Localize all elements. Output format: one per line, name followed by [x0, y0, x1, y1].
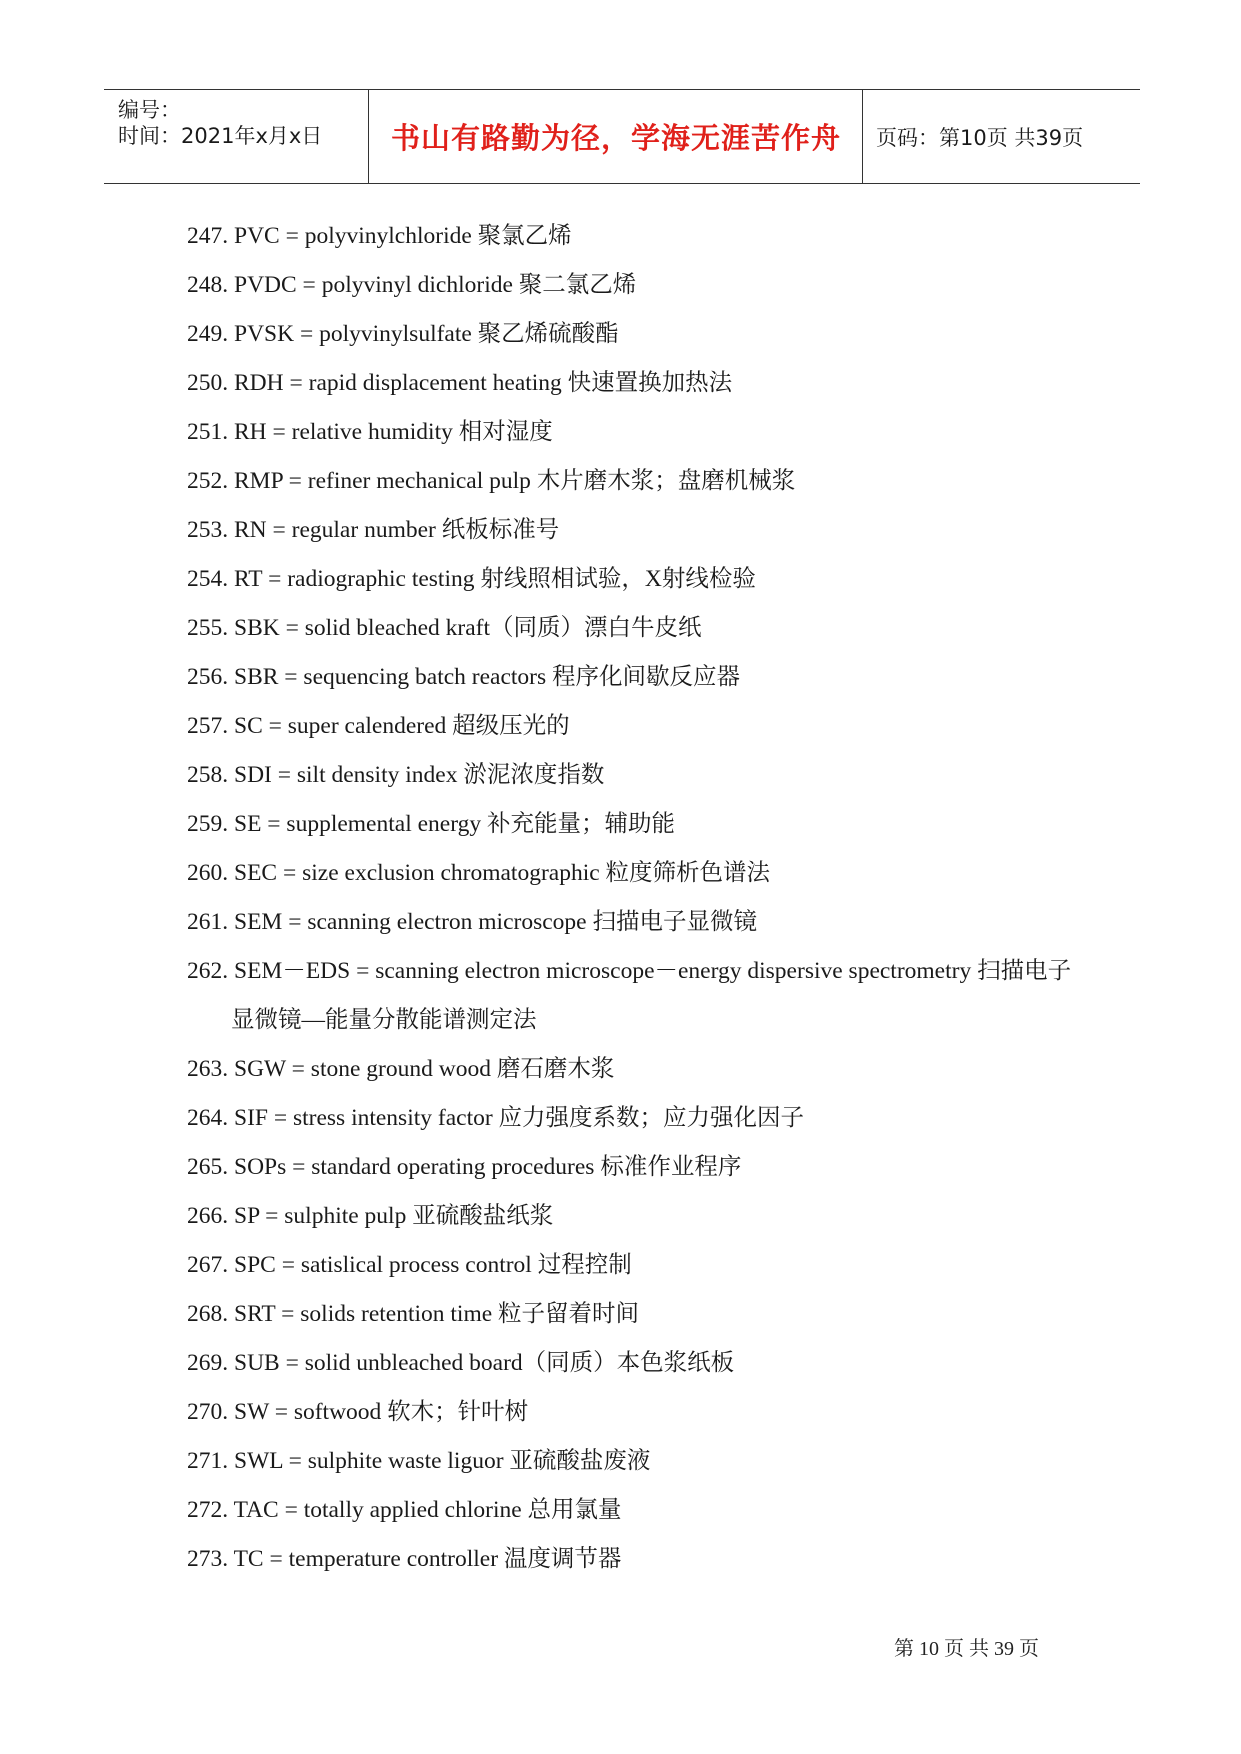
- glossary-entry-256: 256. SBR = sequencing batch reactors 程序化间歇反应器: [187, 664, 741, 690]
- header-right-cell: [864, 90, 1140, 183]
- glossary-entry-251: 251. RH = relative humidity 相对湿度: [187, 419, 553, 445]
- glossary-entry-255: 255. SBK = solid bleached kraft（同质）漂白牛皮纸: [187, 615, 702, 641]
- glossary-entry-262: [187, 947, 1087, 1045]
- glossary-entry-250: 250. RDH = rapid displacement heating 快速置换加热法: [187, 370, 733, 396]
- glossary-entry-272: 272. TAC = totally applied chlorine 总用氯量: [187, 1497, 622, 1523]
- glossary-entry-264: 264. SIF = stress intensity factor 应力强度系数；应力强化因子: [187, 1105, 805, 1131]
- glossary-entry-259: 259. SE = supplemental energy 补充能量；辅助能: [187, 811, 675, 837]
- document-number-label: 编号：: [118, 98, 181, 122]
- glossary-entry-248: 248. PVDC = polyvinyl dichloride 聚二氯乙烯: [187, 272, 637, 298]
- glossary-entry-260: 260. SEC = size exclusion chromatographic 粒度筛析色谱法: [187, 860, 771, 886]
- header-middle-cell: [370, 90, 863, 183]
- glossary-entry-258: 258. SDI = silt density index 淤泥浓度指数: [187, 762, 605, 788]
- document-header: [104, 89, 1140, 184]
- glossary-entry-273: 273. TC = temperature controller 温度调节器: [187, 1546, 622, 1572]
- header-motto: 书山有路勤为径，学海无涯苦作舟: [390, 121, 841, 155]
- glossary-entry-253: 253. RN = regular number 纸板标准号: [187, 517, 560, 543]
- glossary-entry-271: 271. SWL = sulphite waste liguor 亚硫酸盐废液: [187, 1448, 651, 1474]
- glossary-entry-269: 269. SUB = solid unbleached board（同质）本色浆纸板: [187, 1350, 735, 1376]
- glossary-entry-263: 263. SGW = stone ground wood 磨石磨木浆: [187, 1056, 615, 1082]
- glossary-entry-266: 266. SP = sulphite pulp 亚硫酸盐纸浆: [187, 1203, 554, 1229]
- glossary-list: [187, 212, 1087, 1584]
- document-time: 时间：2021年x月x日: [118, 124, 323, 148]
- glossary-entry-249: 249. PVSK = polyvinylsulfate 聚乙烯硫酸酯: [187, 321, 619, 347]
- glossary-entry-257: 257. SC = super calendered 超级压光的: [187, 713, 570, 739]
- glossary-entry-265: 265. SOPs = standard operating procedures 标准作业程序: [187, 1154, 742, 1180]
- glossary-entry-261: 261. SEM = scanning electron microscope 扫描电子显微镜: [187, 909, 757, 935]
- glossary-entry-252: 252. RMP = refiner mechanical pulp 木片磨木浆；盘磨机械浆: [187, 468, 796, 494]
- glossary-entry-247: 247. PVC = polyvinylchloride 聚氯乙烯: [187, 223, 572, 249]
- header-left-cell: [104, 90, 369, 183]
- glossary-entry-268: 268. SRT = solids retention time 粒子留着时间: [187, 1301, 640, 1327]
- glossary-entry-267: 267. SPC = satislical process control 过程控制: [187, 1252, 632, 1278]
- glossary-entry-254: 254. RT = radiographic testing 射线照相试验，X射线检验: [187, 566, 756, 592]
- page-footer: 第 10 页 共 39 页: [894, 1638, 1039, 1660]
- header-page-info: 页码：第10页 共39页: [876, 125, 1084, 150]
- glossary-entry-262-text: 262. SEM－EDS = scanning electron microscope－energy dispersive spectrometry 扫描电子显微镜—能量分散能谱测定法: [187, 958, 1072, 1033]
- glossary-entry-270: 270. SW = softwood 软木；针叶树: [187, 1399, 529, 1425]
